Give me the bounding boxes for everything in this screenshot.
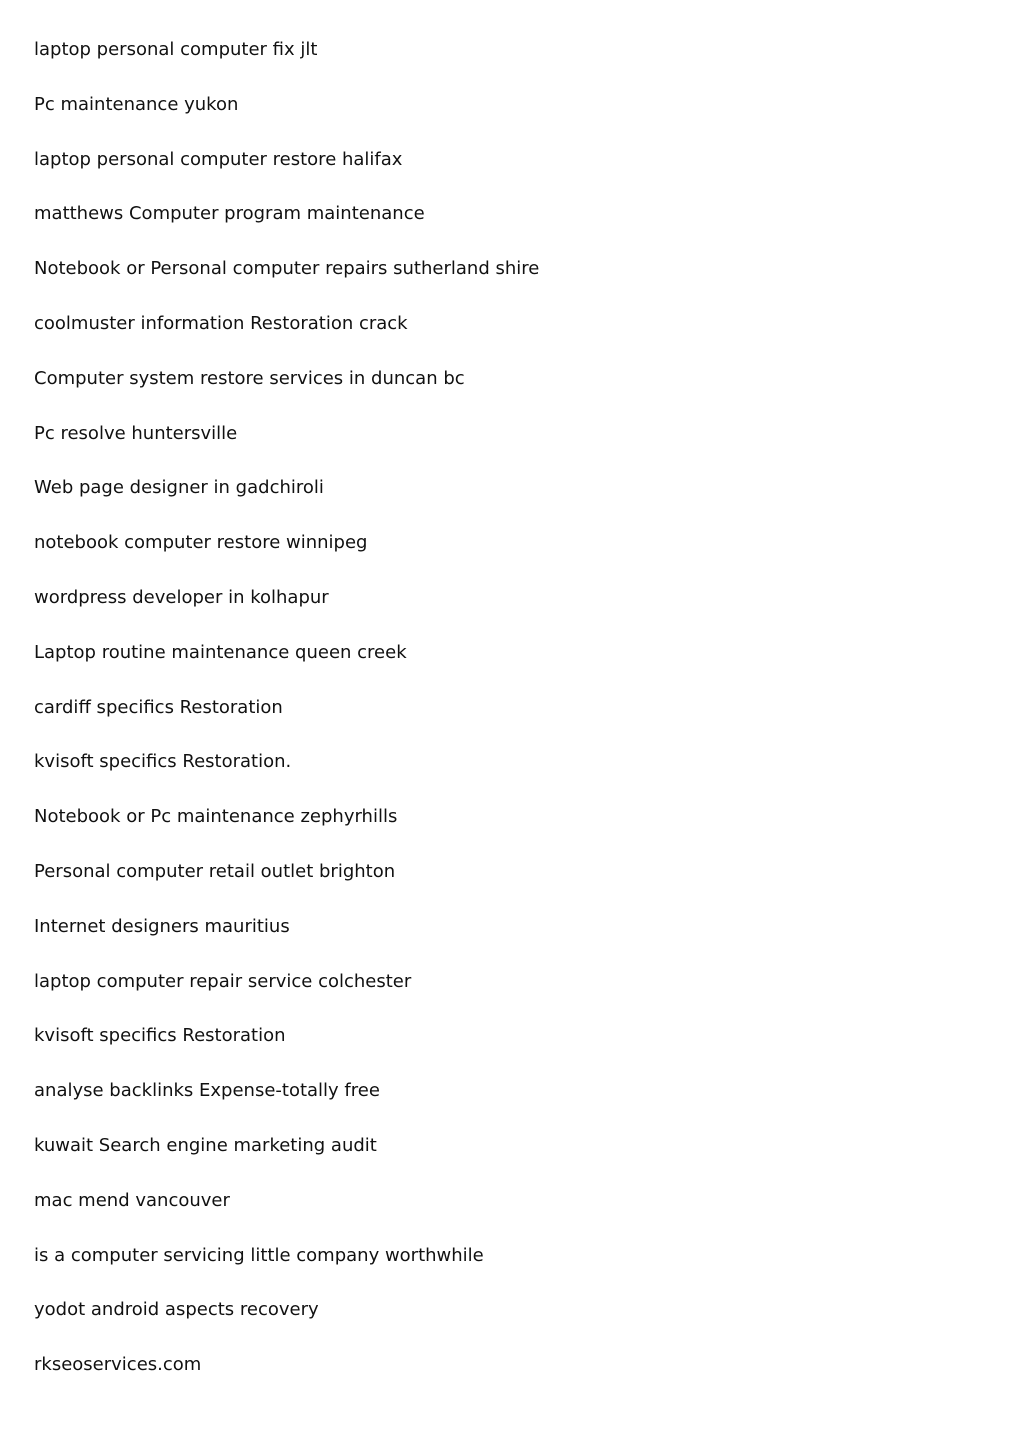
list-item: rkseoservices.com (34, 1354, 202, 1376)
list-item: laptop personal computer fix jlt (34, 39, 318, 60)
list-item: kvisoft specifics Restoration. (34, 751, 292, 773)
list-item: wordpress developer in kolhapur (34, 586, 329, 608)
list-item: laptop computer repair service colchester (34, 970, 412, 992)
list-item: Personal computer retail outlet brighton (34, 860, 396, 882)
keyword-list (34, 36, 974, 1406)
list-item: notebook computer restore winnipeg (34, 532, 368, 554)
list-item: mac mend vancouver (34, 1189, 230, 1211)
list-item: analyse backlinks Expense-totally free (34, 1080, 380, 1102)
list-item: Notebook or Pc maintenance zephyrhills (34, 806, 398, 828)
list-item: Internet designers mauritius (34, 915, 290, 937)
list-item: yodot android aspects recovery (34, 1299, 319, 1321)
list-item: laptop personal computer restore halifax (34, 148, 403, 170)
list-item: Web page designer in gadchiroli (34, 477, 324, 499)
list-item: Laptop routine maintenance queen creek (34, 641, 407, 663)
list-item: kuwait Search engine marketing audit (34, 1134, 377, 1156)
list-item: cardiff specifics Restoration (34, 696, 283, 718)
list-item: matthews Computer program maintenance (34, 203, 425, 225)
list-item: Notebook or Personal computer repairs sutherland shire (34, 258, 540, 280)
list-item: Pc resolve huntersville (34, 422, 238, 444)
list-item: Computer system restore services in duncan bc (34, 367, 465, 389)
list-item: kvisoft specifics Restoration (34, 1025, 286, 1047)
list-item: is a computer servicing little company worthwhile (34, 1244, 484, 1266)
list-item: coolmuster information Restoration crack (34, 312, 408, 334)
list-item: Pc maintenance yukon (34, 93, 239, 115)
